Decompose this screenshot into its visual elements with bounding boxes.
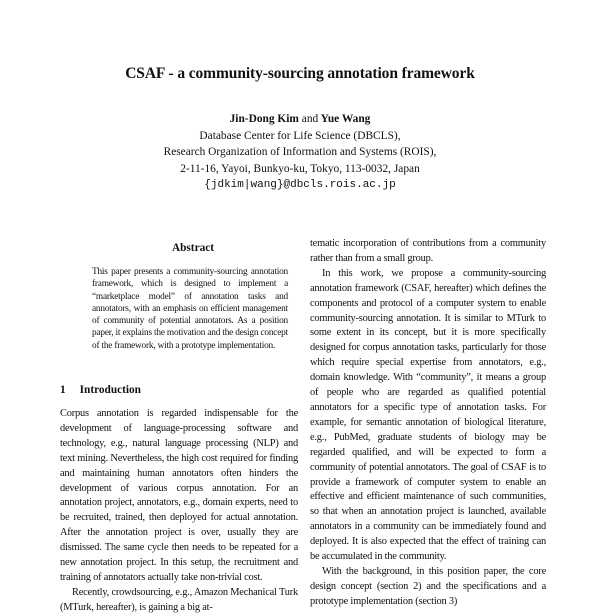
section-heading-introduction: [60, 384, 141, 396]
right-paragraph-2: With the background, in this position paper, the core design concept (section 2) and the specifications and a prototype implementation (section 3): [310, 565, 546, 607]
author-block: [0, 111, 600, 194]
intro-paragraph-1: Corpus annotation is regarded indispensable for the development of language-processing software and technology, e.g., natural language processing (NLP) and text mining. Nevertheless, the high cost required for finding and maintaining human annotators often hinders the development of various corpus annotation. For an annotation project, annotators, e.g., domain experts, need to be recruited, trained, then deployed for actual annotation. After the annotation project is over, usually they are dismissed. The same cycle then needs to be repeated for a new annotation project. In this setup, the recruitment and training of annotators actually take non-trivial cost.: [60, 408, 298, 583]
continued-paragraph: tematic incorporation of contributions from a community rather than from a small group.: [310, 238, 546, 264]
abstract-heading: Abstract: [171, 242, 215, 254]
right-paragraph-1: In this work, we propose a community-sourcing annotation framework (CSAF, hereafter) which defines the components and protocol of a computer system to enable community-sourcing annotation. It is similar to MTurk to some extent in its concept, but it is more specifically designed for corpus annotation tasks, particularly for those which require special expertise from annotators, e.g., domain knowledge. With “community”, it means a group of people who are regarded as qualified potential annotators for a specific type of annotation tasks. For example, for semantic annotation of biological literature, e.g., PubMed, graduate students of biology may be regarded qualified, and will be expected to form a community of potential annotators. The goal of CSAF is to provide a framework of computer system to enable an effective and efficient maintenance of such communities, so that when an annotation project is launched, available annotators in a community can be immediately found and deployed. It is also expected that the effect of training can be accumulated in the community.: [310, 267, 546, 563]
affiliation-line-2: Research Organization of Information and Systems (ROIS),: [163, 146, 437, 158]
section-title: Introduction: [79, 384, 141, 396]
left-column-body: [60, 407, 298, 616]
author-2: Yue Wang: [320, 113, 371, 125]
author-names: [0, 111, 600, 128]
right-column-body: [310, 237, 546, 610]
section-number: 1: [60, 384, 66, 396]
email-line: {jdkim|wang}@dbcls.rois.ac.jp: [204, 179, 396, 191]
abstract-body: This paper presents a community-sourcing annotation framework, which is designed to implement a “marketplace model” of annotation tasks and annotators, with an emphasis on efficient management of community of potential annotators. As a position paper, it explains the motivation and the design concept of the framework, with a prototype implementation.: [92, 267, 288, 351]
paper-title: CSAF - a community-sourcing annotation framework: [125, 65, 475, 82]
author-conjunction: and: [301, 113, 319, 125]
address-line: 2-11-16, Yayoi, Bunkyo-ku, Tokyo, 113-0032, Japan: [180, 162, 420, 175]
affiliation-line-1: Database Center for Life Science (DBCLS),: [199, 129, 401, 142]
intro-paragraph-2: Recently, crowdsourcing, e.g., Amazon Mechanical Turk (MTurk, hereafter), is gaining a big at-: [60, 586, 298, 613]
author-1: Jin-Dong Kim: [229, 113, 299, 125]
